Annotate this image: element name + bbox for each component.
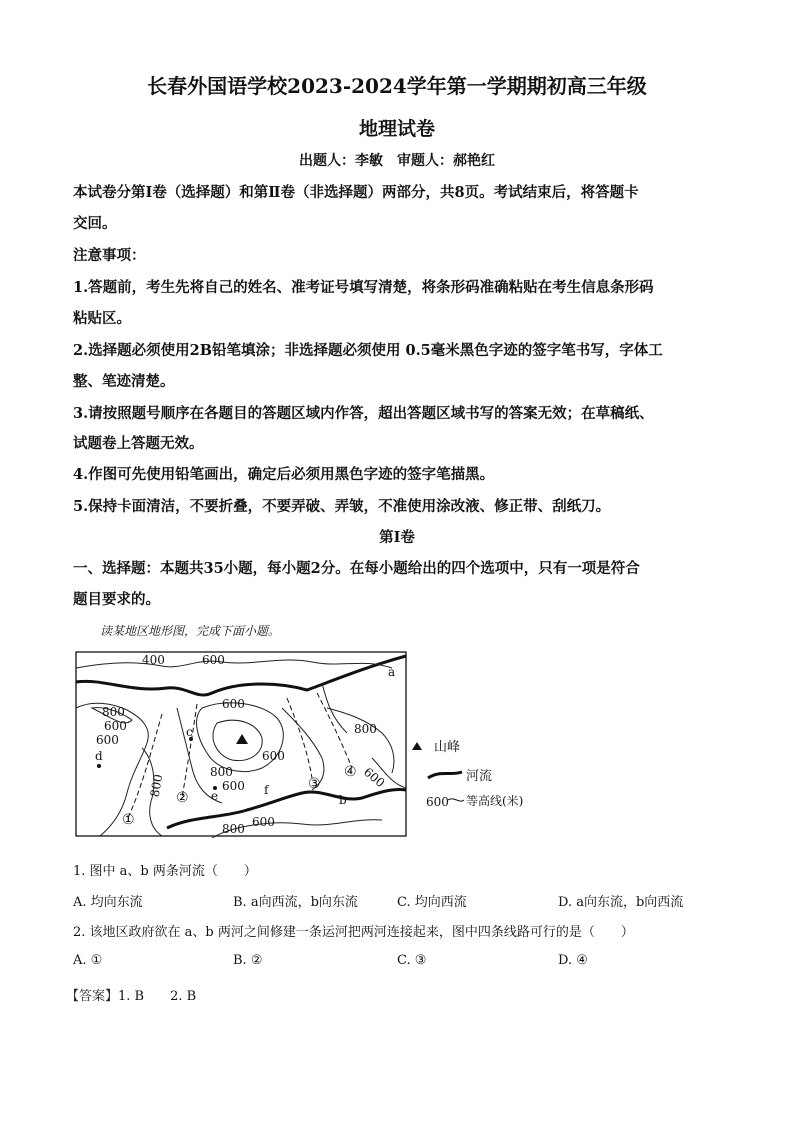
point-f-label: f xyxy=(264,783,269,797)
point-e-label: e xyxy=(211,789,219,803)
question-2-option-b[interactable]: B. ② xyxy=(233,953,263,968)
route-1-label: ① xyxy=(122,812,135,828)
section-instruction-2: 题目要求的。 xyxy=(73,591,160,608)
contour-label: 600 xyxy=(104,719,127,733)
legend-peak-icon xyxy=(412,742,422,750)
question-1-option-b[interactable]: B. a向西流，b向东流 xyxy=(233,895,358,910)
contour-label: 600 xyxy=(96,733,119,747)
route-1-line xyxy=(127,714,162,820)
point-d-label: d xyxy=(95,749,103,763)
route-2-label: ② xyxy=(176,790,189,806)
question-2-option-a[interactable]: A. ① xyxy=(73,953,103,968)
legend-peak-label: 山峰 xyxy=(434,740,461,755)
question-1-option-d[interactable]: D. a向东流，b向西流 xyxy=(558,895,684,910)
legend-contour-value: 600 xyxy=(426,795,449,809)
question-1-stem: 1. 图中 a、b 两条河流（ ） xyxy=(73,864,257,879)
route-3-line xyxy=(287,698,312,778)
intro-line-1: 本试卷分第Ⅰ卷（选择题）和第Ⅱ卷（非选择题）两部分，共8页。考试结束后，将答题卡 xyxy=(73,184,639,201)
note-line: 4.作图可先使用铅笔画出，确定后必须用黑色字迹的签字笔描黑。 xyxy=(73,466,495,483)
topographic-map xyxy=(72,648,524,840)
map-legend xyxy=(412,740,523,809)
contour-labels xyxy=(96,653,387,836)
contour-label: 600 xyxy=(262,749,285,763)
exam-authors: 出题人：李敏 审题人：郝艳红 xyxy=(299,153,495,169)
answer-tag: 【答案】 xyxy=(66,989,119,1004)
route-3-label: ③ xyxy=(308,776,321,792)
legend-contour-icon xyxy=(448,799,464,801)
route-4-label: ④ xyxy=(344,764,357,780)
question-2-option-c[interactable]: C. ③ xyxy=(397,953,427,968)
legend-river-icon xyxy=(428,772,462,778)
map-caption: 读某地区地形图，完成下面小题。 xyxy=(100,624,281,638)
answer-text: 1. B 2. B xyxy=(118,989,197,1004)
note-line: 整、笔迹清楚。 xyxy=(73,373,175,390)
point-d-dot xyxy=(97,764,101,768)
note-line: 3.请按照题号顺序在各题目的答题区域内作答，超出答题区域书写的答案无效；在草稿纸、 xyxy=(73,405,654,422)
contour-label: 800 xyxy=(210,765,233,779)
route-lines xyxy=(127,693,352,820)
exam-subject: 地理试卷 xyxy=(358,118,435,140)
question-2-stem: 2. 该地区政府欲在 a、b 两河之间修建一条运河把两河连接起来，图中四条线路可行的是（ ） xyxy=(73,925,634,940)
point-a-label: a xyxy=(388,665,396,679)
note-line: 1.答题前，考生先将自己的姓名、准考证号填写清楚，将条形码准确粘贴在考生信息条形码 xyxy=(73,279,654,296)
route-2-line xyxy=(182,704,197,798)
contour-label: 600 xyxy=(222,697,245,711)
section-title: 第Ⅰ卷 xyxy=(379,529,415,546)
intro-line-2: 交回。 xyxy=(73,215,117,232)
question-2-option-d[interactable]: D. ④ xyxy=(558,953,588,968)
answer-line xyxy=(66,985,196,1004)
peak-marker xyxy=(236,734,248,744)
contour-label: 800 xyxy=(354,722,377,736)
contour-label: 800 xyxy=(102,705,125,719)
route-4-line xyxy=(317,693,352,768)
contour-label: 600 xyxy=(252,815,275,829)
note-line: 5.保持卡面清洁，不要折叠，不要弄破、弄皱，不准使用涂改液、修正带、刮纸刀。 xyxy=(73,498,611,515)
question-1-option-a[interactable]: A. 均向东流 xyxy=(73,895,143,910)
notes-heading: 注意事项： xyxy=(73,247,146,264)
contour-label: 400 xyxy=(142,653,165,667)
section-instruction-1: 一、选择题：本题共35小题，每小题2分。在每小题给出的四个选项中，只有一项是符合 xyxy=(73,560,640,577)
exam-title: 长春外国语学校2023-2024学年第一学期期初高三年级 xyxy=(147,74,647,98)
river-b xyxy=(167,790,406,828)
contour-label: 600 xyxy=(202,653,225,667)
point-c-label: c xyxy=(186,725,193,739)
river-a xyxy=(76,656,406,695)
note-line: 粘贴区。 xyxy=(73,310,131,327)
note-line: 2.选择题必须使用2B铅笔填涂；非选择题必须使用 0.5毫米黑色字迹的签字笔书写，字体工 xyxy=(73,342,663,359)
contour-label: 600 xyxy=(222,779,245,793)
contour-label: 800 xyxy=(147,773,166,799)
question-1-option-c[interactable]: C. 均向西流 xyxy=(397,895,467,910)
note-line: 试题卷上答题无效。 xyxy=(73,435,204,452)
contour-label: 800 xyxy=(222,822,245,836)
point-b-label: b xyxy=(339,793,347,807)
contour-label: 600 xyxy=(360,764,388,791)
legend-river-label: 河流 xyxy=(466,769,493,784)
legend-contour-label: 等高线(米) xyxy=(466,794,524,808)
